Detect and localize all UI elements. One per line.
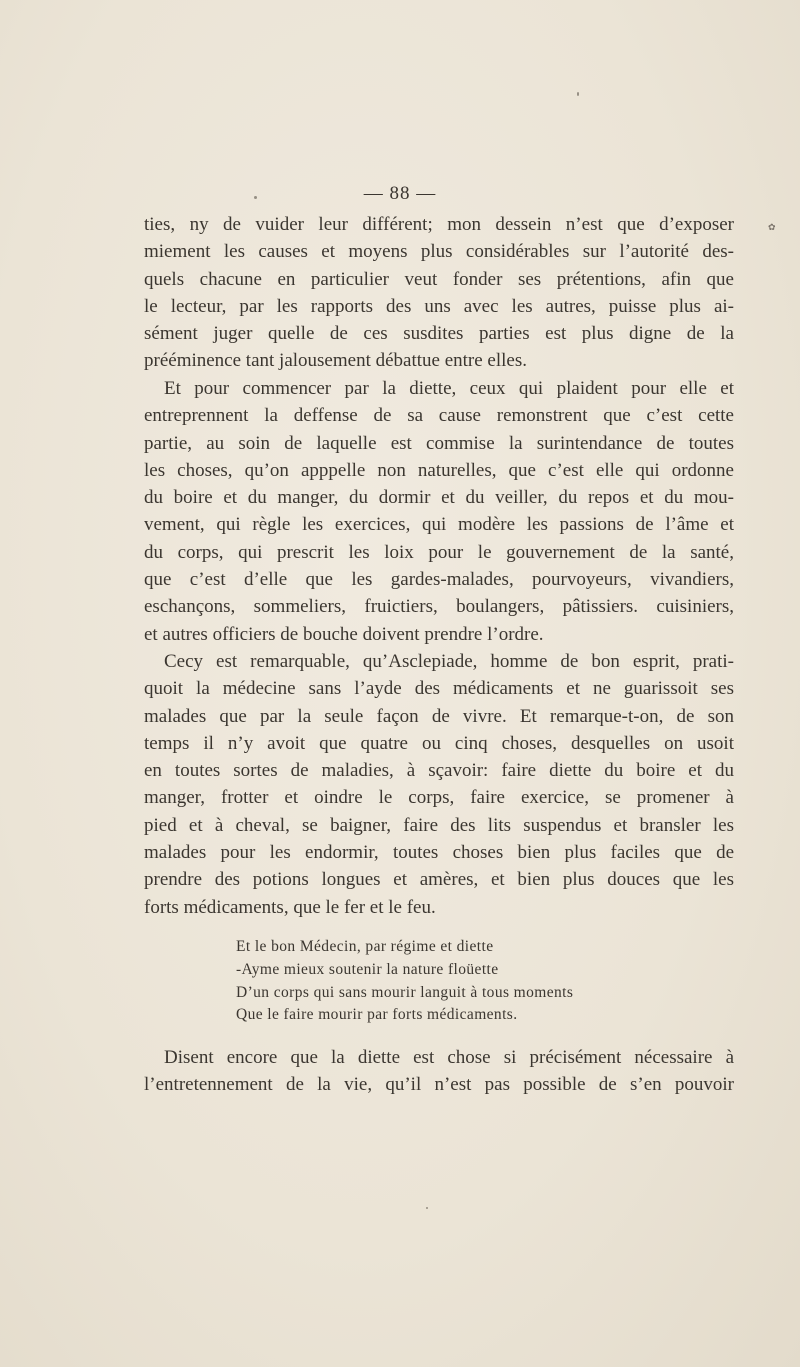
text-line: malades pour les endormir, toutes choses bien plus faciles que de <box>144 842 734 864</box>
verse-line: -Ayme mieux soutenir la nature floüette <box>236 960 499 978</box>
verse-line: Et le bon Médecin, par régime et diette <box>236 938 494 955</box>
text-line: Cecy est remarquable, qu’Asclepiade, homme de bon esprit, prati- <box>164 651 734 672</box>
text-line: l’entretennement de la vie, qu’il n’est pas possible de s’en pouvoir <box>144 1074 734 1096</box>
text-line: miement les causes et moyens plus considérables sur l’autorité des- <box>144 241 734 263</box>
paper-speck <box>577 92 579 96</box>
text-line: entreprennent la deffense de sa cause remonstrent que c’est cette <box>144 405 734 427</box>
verse-quotation <box>236 936 636 1027</box>
margin-stamp-icon: ✿ <box>768 222 776 232</box>
text-line: Disent encore que la diette est chose si précisément nécessaire à <box>164 1047 734 1068</box>
text-line: quels chacune en particulier veut fonder ses prétentions, afin que <box>144 268 734 290</box>
text-line: quoit la médecine sans l’ayde des médicaments et ne guarissoit ses <box>144 678 734 700</box>
text-line: du boire et du manger, du dormir et du veiller, du repos et du mou- <box>144 487 734 509</box>
paragraph-4 <box>144 1044 734 1099</box>
text-line: le lecteur, par les rapports des uns avec les autres, puisse plus ai- <box>144 295 734 317</box>
text-line: prééminence tant jalousement débattue entre elles. <box>144 350 527 372</box>
text-line: que c’est d’elle que les gardes-malades, pourvoyeurs, vivandiers, <box>144 569 734 591</box>
text-line: Et pour commencer par la diette, ceux qui plaident pour elle et <box>164 378 734 399</box>
text-line: ties, ny de vuider leur différent; mon dessein n’est que d’exposer <box>144 214 734 235</box>
paragraph-3 <box>144 648 734 921</box>
text-line: partie, au soin de laquelle est commise la surintendance de toutes <box>144 432 734 454</box>
page-number: — 88 — <box>363 183 437 204</box>
verse-line: D’un corps qui sans mourir languit à tous moments <box>236 983 574 1001</box>
text-line: forts médicaments, que le fer et le feu. <box>144 896 436 918</box>
text-line: manger, frotter et oindre le corps, faire exercice, se promener à <box>144 787 734 809</box>
text-line: malades que par la seule façon de vivre. Et remarque-t-on, de son <box>144 705 734 727</box>
text-line: du corps, qui prescrit les loix pour le gouvernement de la santé, <box>144 541 734 563</box>
text-line: sément juger quelle de ces susdites parties est plus digne de la <box>144 323 734 345</box>
text-line: en toutes sortes de maladies, à sçavoir: faire diette du boire et du <box>144 760 734 782</box>
text-line: eschançons, sommeliers, fruictiers, boulangers, pâtissiers. cuisiniers, <box>144 596 734 618</box>
text-line: et autres officiers de bouche doivent prendre l’ordre. <box>144 623 544 645</box>
verse-line: Que le faire mourir par forts médicaments. <box>236 1006 518 1024</box>
text-line: pied et à cheval, se baigner, faire des lits suspendus et bransler les <box>144 814 734 836</box>
paper-speck <box>254 196 257 199</box>
text-line: vement, qui règle les exercices, qui modère les passions de l’âme et <box>144 514 734 536</box>
text-line: les choses, qu’on apppelle non naturelles, que c’est elle qui ordonne <box>144 459 734 481</box>
paper-speck <box>426 1207 428 1209</box>
paragraph-2 <box>144 375 734 648</box>
text-line: prendre des potions longues et amères, et bien plus douces que les <box>144 869 734 891</box>
paragraph-1 <box>144 211 734 375</box>
text-line: temps il n’y avoit que quatre ou cinq choses, desquelles on usoit <box>144 732 734 754</box>
